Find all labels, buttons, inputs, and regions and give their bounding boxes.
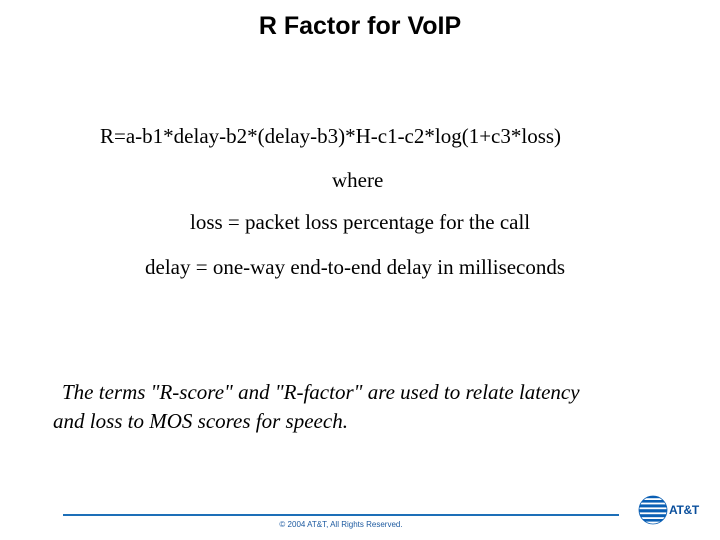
where-label: where [332,168,384,192]
note-line-1: The terms "R-score" and "R-factor" are used to relate latency [62,380,580,404]
att-logo [638,495,708,535]
delay-definition: delay = one-way end-to-end delay in milliseconds [145,255,566,279]
slide-title: R Factor for VoIP [258,12,462,40]
att-globe-icon [638,495,668,525]
att-logo-text: AT&T [669,503,699,517]
note-line-2: and loss to MOS scores for speech. [53,409,348,433]
note-paragraph [53,378,673,436]
copyright-text: © 2004 AT&T, All Rights Reserved. [279,520,403,529]
loss-definition: loss = packet loss percentage for the call [190,210,531,234]
r-factor-formula: R=a-b1*delay-b2*(delay-b3)*H-c1-c2*log(1+c3*loss) [100,124,562,148]
footer-rule [63,514,619,516]
